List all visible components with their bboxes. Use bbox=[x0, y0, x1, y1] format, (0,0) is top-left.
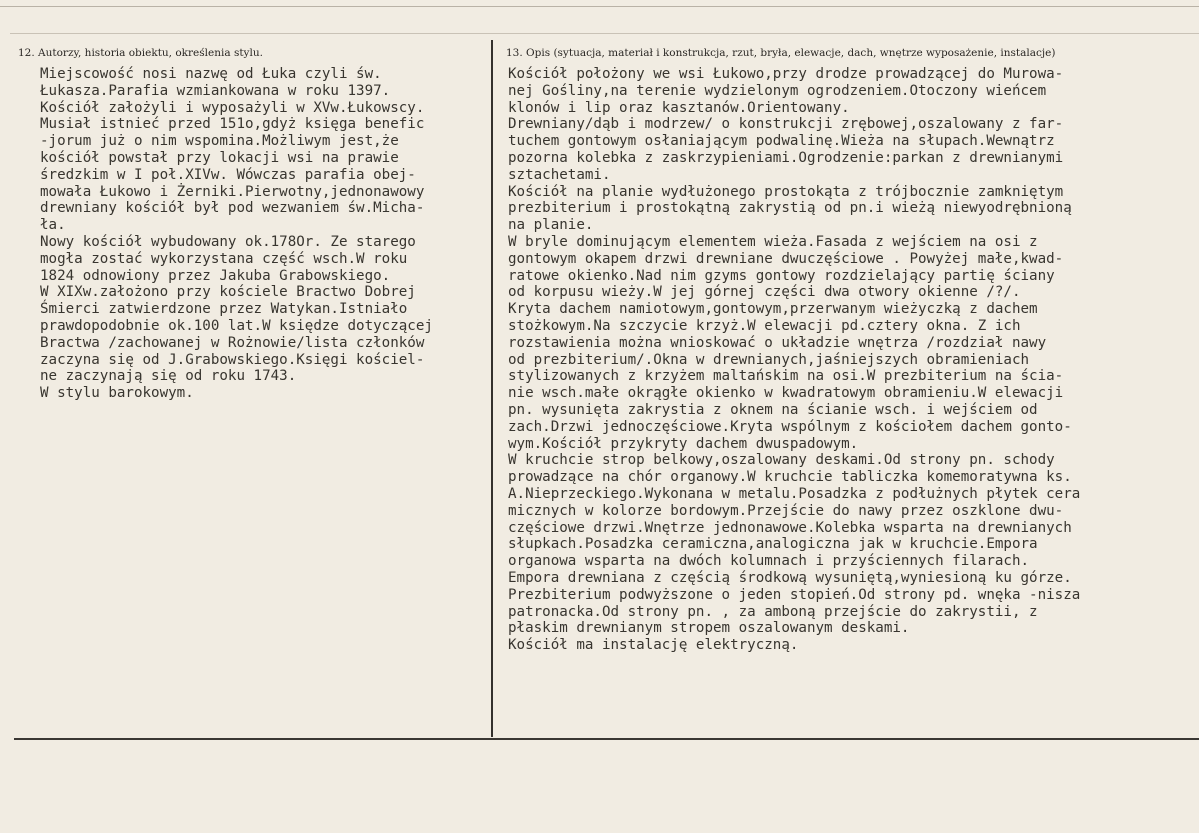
text-line: W stylu barokowym. bbox=[40, 385, 194, 402]
text-line: Kościół założyli i wyposażyli w XVw.Łukowscy. bbox=[40, 99, 425, 116]
text-line: Drewniany/dąb i modrzew/ o konstrukcji zrębowej,oszalowany z far- bbox=[508, 116, 1064, 133]
text-line: mogła zostać wykorzystana część wsch.W roku bbox=[40, 250, 408, 267]
left-section-text bbox=[40, 66, 433, 402]
text-line: zaczyna się od J.Grabowskiego.Księgi kościel- bbox=[40, 351, 425, 368]
text-line: wym.Kościół przykryty dachem dwuspadowym. bbox=[508, 435, 859, 452]
text-line: zach.Drzwi jednoczęściowe.Kryta wspólnym z kościołem dachem gonto- bbox=[508, 418, 1072, 435]
text-line: Kościół położony we wsi Łukowo,przy drodze prowadzącej do Murowa- bbox=[508, 66, 1064, 82]
text-line: Kościół ma instalację elektryczną. bbox=[508, 637, 799, 654]
right-section-heading: 13. Opis (sytuacja, materiał i konstrukcja, rzut, bryła, elewacje, dach, wnętrze wyposażenie, instalacje) bbox=[506, 47, 1056, 59]
text-line: gontowym okapem drzwi drewniane dwuczęściowe . Powyżej małe,kwad- bbox=[508, 250, 1064, 267]
bottom-rule bbox=[14, 738, 1199, 740]
text-line: Łukasza.Parafia wzmiankowana w roku 1397. bbox=[40, 82, 391, 99]
text-line: Nowy kościół wybudowany ok.178Or. Ze starego bbox=[40, 233, 416, 250]
text-line: klonów i lip oraz kasztanów.Orientowany. bbox=[508, 99, 850, 116]
text-line: tuchem gontowym osłaniającym podwalinę.Wieża na słupach.Wewnątrz bbox=[508, 133, 1055, 150]
text-line: W kruchcie strop belkowy,oszalowany deskami.Od strony pn. schody bbox=[508, 452, 1055, 469]
text-line: Kryta dachem namiotowym,gontowym,przerwanym wieżyczką z dachem bbox=[508, 301, 1038, 318]
text-line: nej Gośliny,na terenie wydzielonym ogrodzeniem.Otoczony wieńcem bbox=[508, 82, 1047, 99]
text-line: 1824 odnowiony przez Jakuba Grabowskiego. bbox=[40, 267, 391, 284]
column-divider bbox=[491, 40, 493, 737]
text-line: od prezbiterium/.Okna w drewnianych,jaśniejszych obramieniach bbox=[508, 351, 1030, 368]
text-line: Śmierci zatwierdzone przez Watykan.Istniało bbox=[40, 301, 408, 318]
text-line: pozorna kolebka z zaskrzypieniami.Ogrodzenie:parkan z drewnianymi bbox=[508, 149, 1064, 166]
text-line: Bractwa /zachowanej w Rożnowie/lista członków bbox=[40, 334, 425, 351]
text-line: W XIXw.założono przy kościele Bractwo Dobrej bbox=[40, 284, 416, 301]
text-line: stylizowanych z krzyżem maltańskim na osi.W prezbiterium na ścia- bbox=[508, 368, 1064, 385]
text-line: organowa wsparta na dwóch kolumnach i przyściennych filarach. bbox=[508, 553, 1030, 570]
text-line: ne zaczynają się od roku 1743. bbox=[40, 368, 297, 385]
text-line: drewniany kościół był pod wezwaniem św.Micha- bbox=[40, 200, 425, 217]
text-line: na planie. bbox=[508, 217, 594, 234]
text-line: płaskim drewnianym stropem oszalowanym deskami. bbox=[508, 620, 910, 637]
text-line: ratowe okienko.Nad nim gzyms gontowy rozdzielający partię ściany bbox=[508, 267, 1055, 284]
text-line: patronacka.Od strony pn. , za amboną przejście do zakrystii, z bbox=[508, 603, 1038, 620]
text-line: od korpusu wieży.W jej górnej części dwa otwory okienne /?/. bbox=[508, 284, 1021, 301]
text-line: nie wsch.małe okrągłe okienko w kwadratowym obramieniu.W elewacji bbox=[508, 385, 1064, 402]
top-rule bbox=[0, 6, 1199, 7]
text-line: W bryle dominującym elementem wieża.Fasada z wejściem na osi z bbox=[508, 233, 1038, 250]
text-line: ła. bbox=[40, 217, 66, 234]
text-line: stożkowym.Na szczycie krzyż.W elewacji pd.cztery okna. Z ich bbox=[508, 317, 1021, 334]
text-line: słupkach.Posadzka ceramiczna,analogiczna jak w kruchcie.Empora bbox=[508, 536, 1038, 553]
text-line: średzkim w I poł.XIVw. Wówczas parafia obej- bbox=[40, 166, 416, 183]
text-line: kościół powstał przy lokacji wsi na prawie bbox=[40, 149, 399, 166]
text-line: micznych w kolorze bordowym.Przejście do nawy przez oszklone dwu- bbox=[508, 502, 1064, 519]
text-line: częściowe drzwi.Wnętrze jednonawowe.Kolebka wsparta na drewnianych bbox=[508, 519, 1072, 536]
text-line: A.Nieprzeckiego.Wykonana w metalu.Posadzka z podłużnych płytek cera bbox=[508, 485, 1081, 502]
text-line: Prezbiterium podwyższone o jeden stopień.Od strony pd. wnęka -nisza bbox=[508, 586, 1081, 603]
text-line: rozstawienia można wnioskować o układzie wnętrza /rozdział nawy bbox=[508, 334, 1047, 351]
text-line: Musiał istnieć przed 151o,gdyż księga benefic bbox=[40, 116, 425, 133]
text-line: -jorum już o nim wspomina.Możliwym jest,że bbox=[40, 133, 399, 150]
header-rule bbox=[10, 33, 1199, 34]
text-line: prawdopodobnie ok.100 lat.W księdze dotyczącej bbox=[40, 317, 433, 334]
text-line: Kościół na planie wydłużonego prostokąta z trójbocznie zamkniętym bbox=[508, 183, 1064, 200]
text-line: prezbiterium i prostokątną zakrystią od pn.i wieżą niewyodrębnioną bbox=[508, 200, 1072, 217]
text-line: mowała Łukowo i Żerniki.Pierwotny,jednonawowy bbox=[40, 183, 425, 200]
text-line: Miejscowość nosi nazwę od Łuka czyli św. bbox=[40, 66, 382, 82]
text-line: sztachetami. bbox=[508, 166, 611, 183]
left-section-heading: 12. Autorzy, historia obiektu, określenia stylu. bbox=[18, 47, 263, 59]
text-line: pn. wysunięta zakrystia z oknem na ścianie wsch. i wejściem od bbox=[508, 401, 1038, 418]
right-section-text bbox=[508, 66, 1080, 654]
text-line: prowadzące na chór organowy.W kruchcie tabliczka komemoratywna ks. bbox=[508, 469, 1072, 486]
text-line: Empora drewniana z częścią środkową wysuniętą,wyniesioną ku górze. bbox=[508, 569, 1072, 586]
